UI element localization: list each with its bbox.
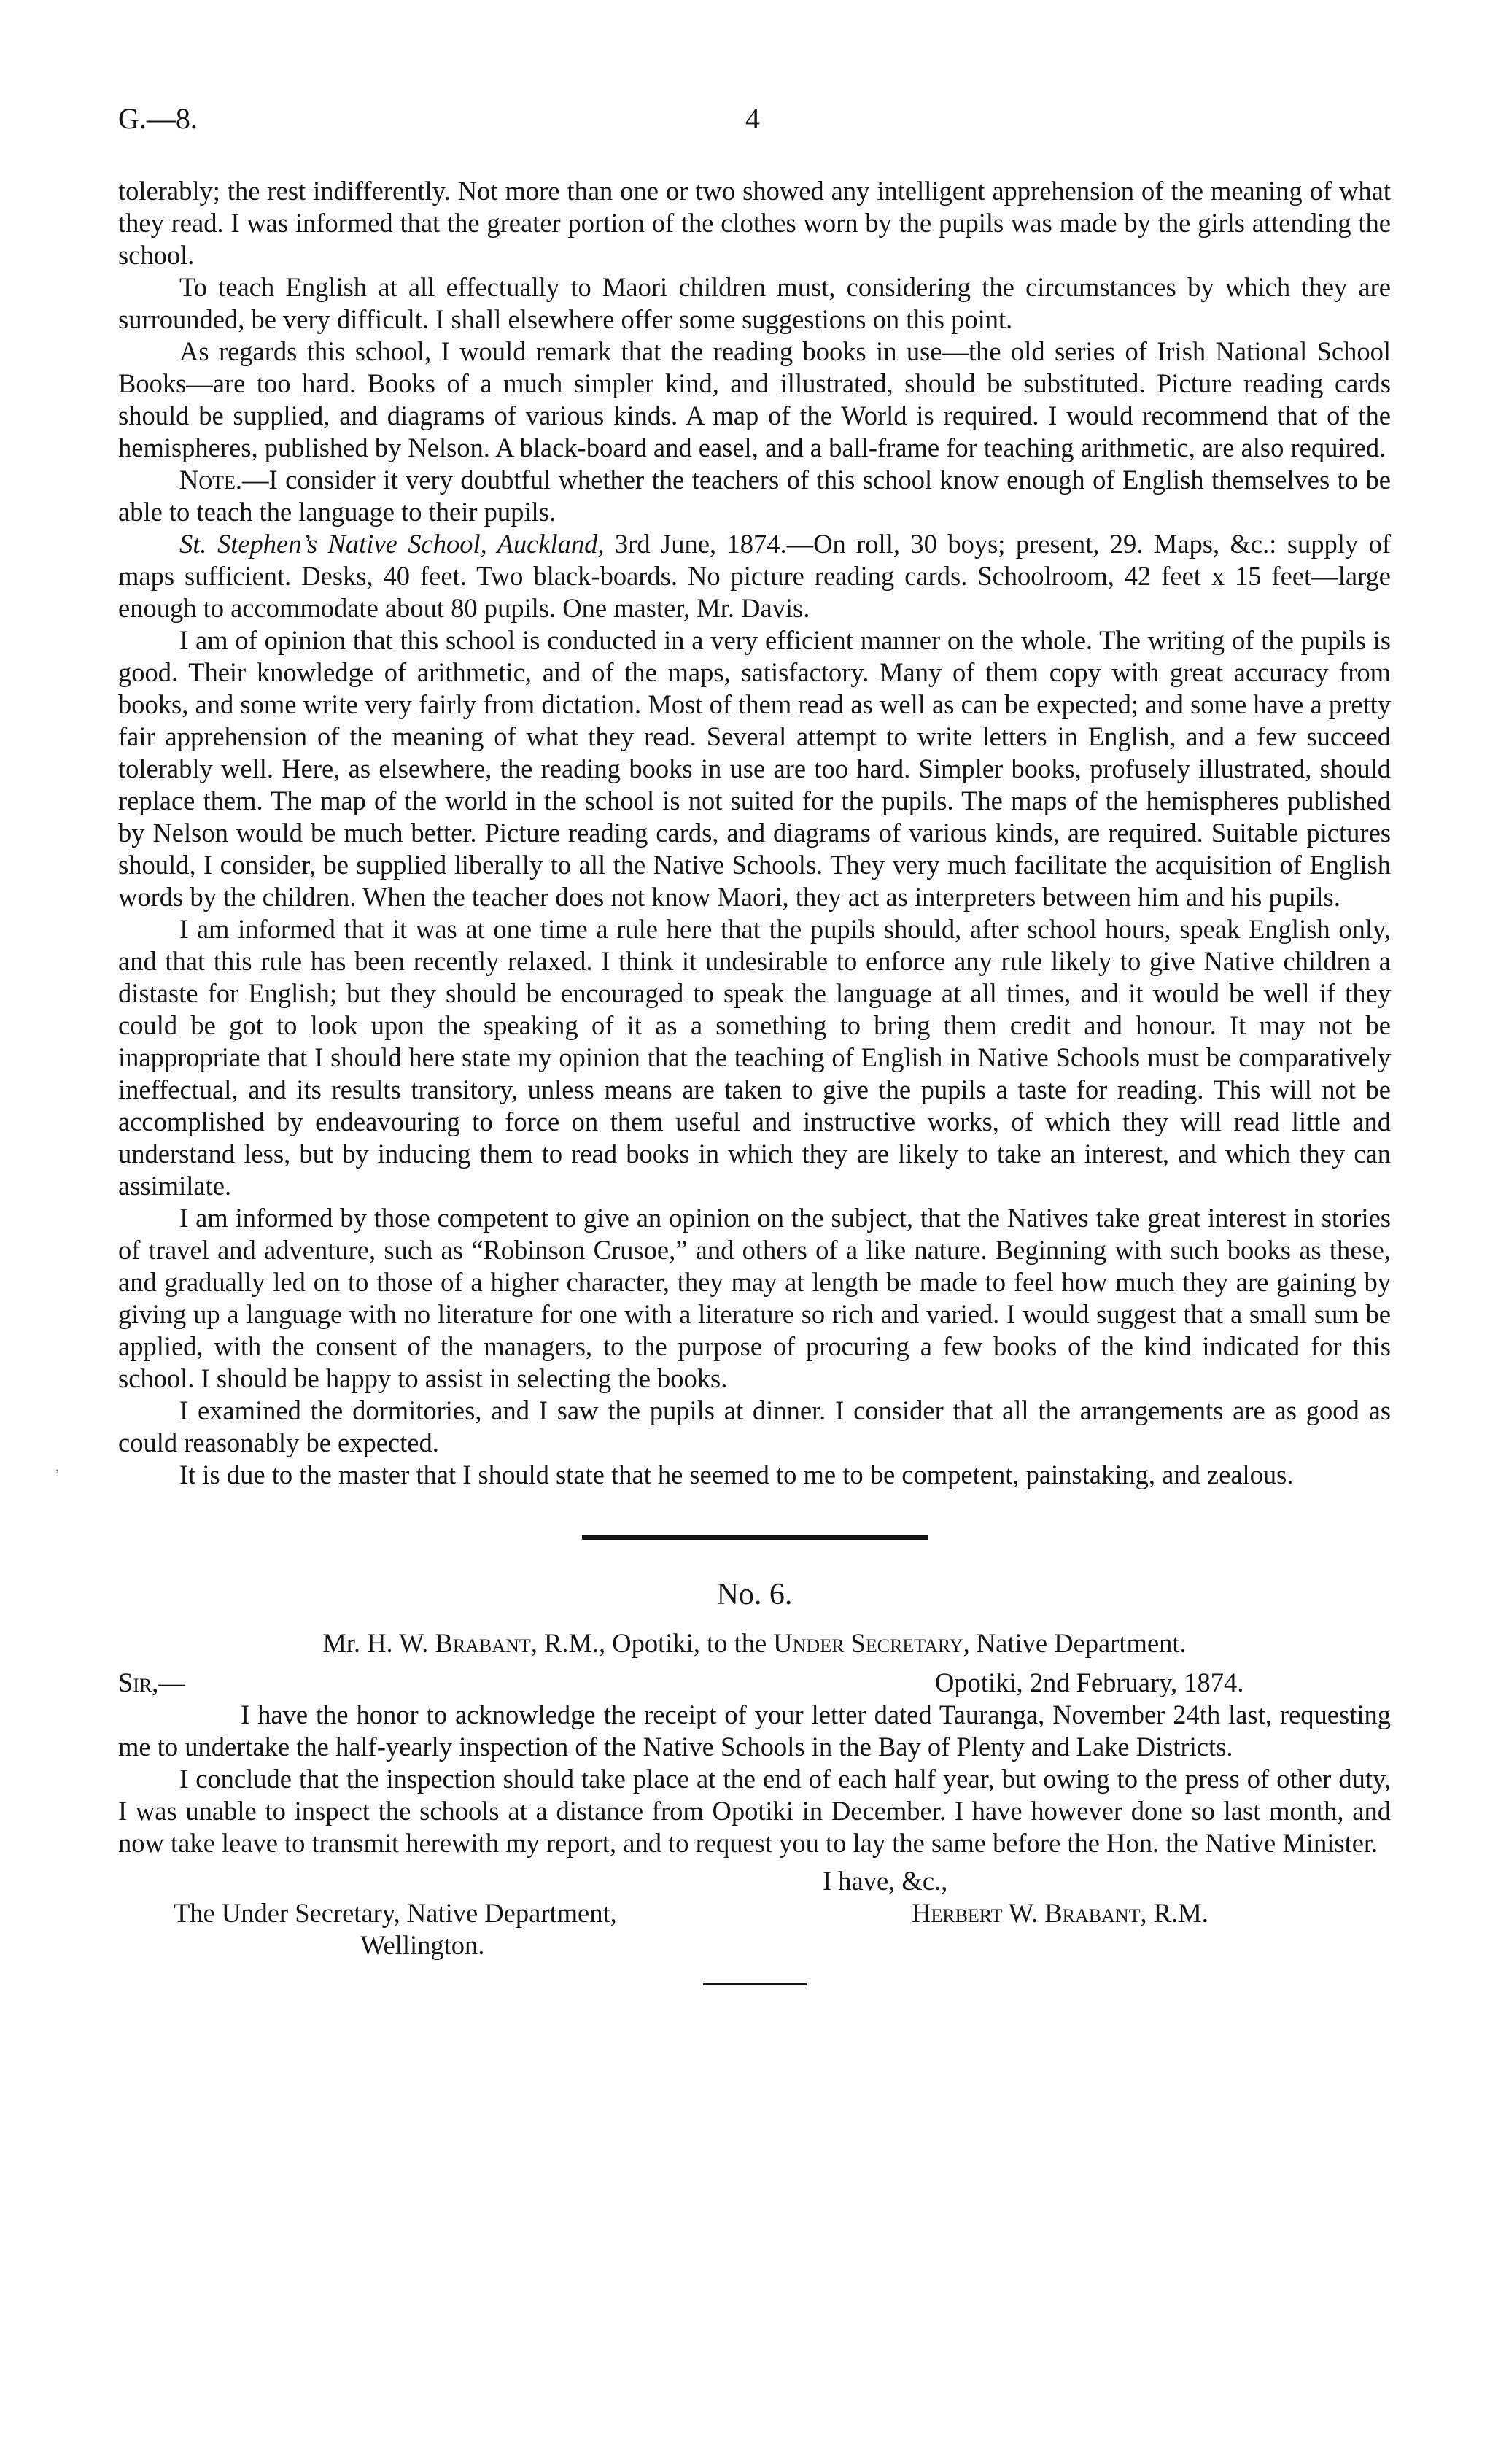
paragraph: I am of opinion that this school is conducted in a very efficient manner on the whole. The writing of the pupils is good. Their knowledge of arithmetic, and of the maps, satisfactory. Many of them copy with great accuracy from books, and some write very fairly from dictation. Most of them read as well as can be expected; and some have a pretty fair apprehension of the meaning of what they read. Several attempt to write letters in English, and a few succeed tolerably well. Here, as elsewhere, the reading books in use are too hard. Simpler books, profusely illustrated, should replace them. The map of the world in the school is not suited for the pupils. The maps of the hemispheres published by Nelson would be much better. Picture reading cards, and diagrams of various kinds, are required. Suitable pictures should, I consider, be supplied liberally to all the Native Schools. They very much facilitate the acquisition of English words by the children. When the teacher does not know Maori, they act as interpreters between him and his pupils.: [118, 625, 1391, 912]
addr-to-title: Under Secretary: [773, 1628, 963, 1658]
school-details: 3rd June, 1874.—On roll, 30 boys; present, 29. Maps, &c.: supply of maps sufficient. Desks, 40 feet. Two black-boards. No picture reading cards. Schoolroom, 42 feet x 15 feet—large enough to accommodate about 80 pupils. One master, Mr. Davis.: [118, 529, 1391, 623]
recipient-city-row: [118, 1929, 1391, 1961]
signature-name: Herbert W. Brabant: [912, 1898, 1141, 1928]
note-text: —I consider it very doubtful whether the teachers of this school know enough of English themselves to be able to teach the language to their pupils.: [118, 465, 1391, 527]
document-body: [118, 175, 1391, 1985]
paragraph: I examined the dormitories, and I saw the pupils at dinner. I consider that all the arrangements are as good as could reasonably be expected.: [118, 1395, 1391, 1457]
salutation: Sir,—: [118, 1667, 185, 1697]
margin-mark: ,: [55, 1457, 60, 1475]
recipient-city: Wellington.: [360, 1930, 485, 1960]
end-divider: [703, 1983, 807, 1985]
addr-end: , Native Department.: [963, 1628, 1187, 1658]
salutation-row: [118, 1667, 1391, 1699]
letter-address-line: [118, 1627, 1391, 1659]
page-number: 4: [745, 102, 760, 135]
sheet-reference: G.—8.: [118, 102, 198, 135]
note-paragraph: [118, 464, 1391, 528]
addr-middle: , R.M., Opotiki, to the: [530, 1628, 774, 1658]
addr-from-name: Brabant: [435, 1628, 531, 1658]
note-label: Note.: [179, 465, 243, 495]
paragraph: tolerably; the rest indifferently. Not more than one or two showed any intelligent apprehension of the meaning of what they read. I was informed that the greater portion of the clothes worn by the pupils was made by the girls attending the school.: [118, 176, 1391, 270]
signature-row: [118, 1897, 1391, 1929]
school-report-paragraph: [118, 528, 1391, 624]
signature-suffix: , R.M.: [1140, 1898, 1208, 1928]
school-name: St. Stephen’s Native School, Auckland,: [179, 529, 605, 559]
closing-row: [118, 1865, 1391, 1897]
section-divider: [582, 1535, 928, 1540]
paragraph: I am informed by those competent to give an opinion on the subject, that the Natives take great interest in stories of travel and adventure, such as “Robinson Crusoe,” and others of a like nature. Beginning with such books as these, and gradually led on to those of a higher character, they may at length be made to feel how much they are gaining by giving up a language with no literature for one with a literature so rich and varied. I would suggest that a small sum be applied, with the consent of the managers, to the purpose of procuring a few books of the kind indicated for this school. I should be happy to assist in selecting the books.: [118, 1203, 1391, 1393]
letter-paragraph: I have the honor to acknowledge the receipt of your letter dated Tauranga, November 24th last, requesting me to undertake the half-yearly inspection of the Native Schools in the Bay of Plenty and Lake Districts.: [118, 1700, 1391, 1762]
addr-from-prefix: Mr. H. W.: [322, 1628, 435, 1658]
signature: [912, 1897, 1208, 1929]
dateline: Opotiki, 2nd February, 1874.: [935, 1667, 1244, 1697]
paragraph: To teach English at all effectually to Maori children must, considering the circumstances by which they are surrounded, be very difficult. I shall elsewhere offer some suggestions on this point.: [118, 272, 1391, 334]
closing: I have, &c.,: [823, 1866, 948, 1896]
paragraph: As regards this school, I would remark that the reading books in use—the old series of Irish National School Books—are too hard. Books of a much simpler kind, and illustrated, should be substituted. Picture reading cards should be supplied, and diagrams of various kinds. A map of the World is required. I would recommend that of the hemispheres, published by Nelson. A black-board and easel, and a ball-frame for teaching arithmetic, are also required.: [118, 336, 1391, 462]
page-header: [118, 101, 1391, 137]
paragraph: I am informed that it was at one time a rule here that the pupils should, after school hours, speak English only, and that this rule has been recently relaxed. I think it undesirable to enforce any rule likely to give Native children a distaste for English; but they should be encouraged to speak the language at all times, and it would be well if they could be got to look upon the speaking of it as a something to bring them credit and honour. It may not be inappropriate that I should here state my opinion that the teaching of English in Native Schools must be comparatively ineffectual, and its results transitory, unless means are taken to give the pupils a taste for reading. This will not be accomplished by endeavouring to force on them useful and instructive works, of which they will read little and understand less, but by inducing them to read books in which they are likely to take an interest, and which they can assimilate.: [118, 914, 1391, 1201]
letter-paragraph: I conclude that the inspection should take place at the end of each half year, but owing to the press of other duty, I was unable to inspect the schools at a distance from Opotiki in December. I have however done so last month, and now take leave to transmit herewith my report, and to request you to lay the same before the Hon. the Native Minister.: [118, 1764, 1391, 1858]
paragraph: It is due to the master that I should state that he seemed to me to be competent, painstaking, and zealous.: [179, 1460, 1294, 1489]
recipient: The Under Secretary, Native Department,: [174, 1898, 617, 1928]
letter-number-heading: No. 6.: [716, 1578, 793, 1611]
